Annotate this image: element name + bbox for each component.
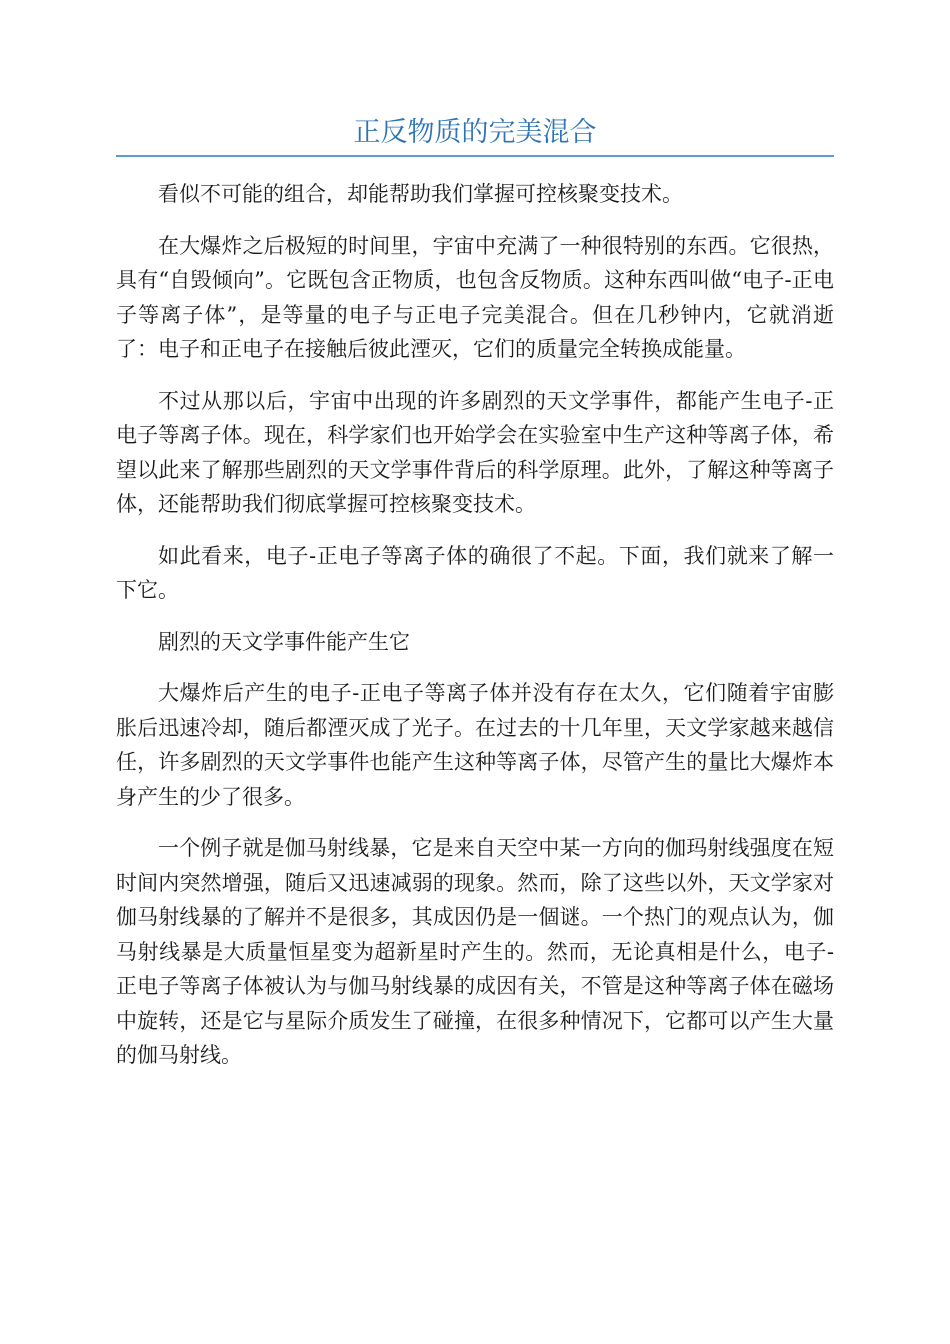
page-title: 正反物质的完美混合 — [353, 117, 597, 148]
paragraph-astro-events: 不过从那以后，宇宙中出现的许多剧烈的天文学事件，都能产生电子-正电子等离子体。现在，科学家们也开始学会在实验室中生产这种等离子体，希望以此来了解那些剧烈的天文学事件背后的科学原理。此外，了解这种等离子体，还能帮助我们彻底掌握可控核聚变技术。 — [116, 388, 834, 516]
section-heading: 剧烈的天文学事件能产生它 — [158, 629, 410, 654]
paragraph-intro: 看似不可能的组合，却能帮助我们掌握可控核聚变技术。 — [158, 182, 683, 206]
title-underline — [116, 155, 834, 157]
document-body — [116, 177, 834, 1090]
paragraph-remarkable: 如此看来，电子-正电子等离子体的确很了不起。下面，我们就来了解一下它。 — [116, 543, 834, 602]
paragraph-gamma-ray-burst: 一个例子就是伽马射线暴，它是来自天空中某一方向的伽玛射线强度在短时间内突然增强，随后又迅速减弱的现象。然而，除了这些以外，天文学家对伽马射线暴的了解并不是很多，其成因仍是一個谜。一个热门的观点认为，伽马射线暴是大质量恒星变为超新星时产生的。然而，无论真相是什么，电子-正电子等离子体被认为与伽马射线暴的成因有关，不管是这种等离子体在磁场中旋转，还是它与星际介质发生了碰撞，在很多种情况下，它都可以产生大量的伽马射线。 — [116, 836, 834, 1067]
paragraph-big-bang: 在大爆炸之后极短的时间里，宇宙中充满了一种很特别的东西。它很热，具有“自毁倾向”。它既包含正物质，也包含反物质。这种东西叫做“电子-正电子等离子体”，是等量的电子与正电子完美混合。但在几秒钟内，它就消逝了：电子和正电子在接触后彼此湮灭，它们的质量完全转换成能量。 — [116, 233, 834, 361]
paragraph-cooling: 大爆炸后产生的电子-正电子等离子体并没有存在太久，它们随着宇宙膨胀后迅速冷却，随后都湮灭成了光子。在过去的十几年里，天文学家越来越信任，许多剧烈的天文学事件也能产生这种等离子体，尽管产生的量比大爆炸本身产生的少了很多。 — [116, 681, 834, 809]
